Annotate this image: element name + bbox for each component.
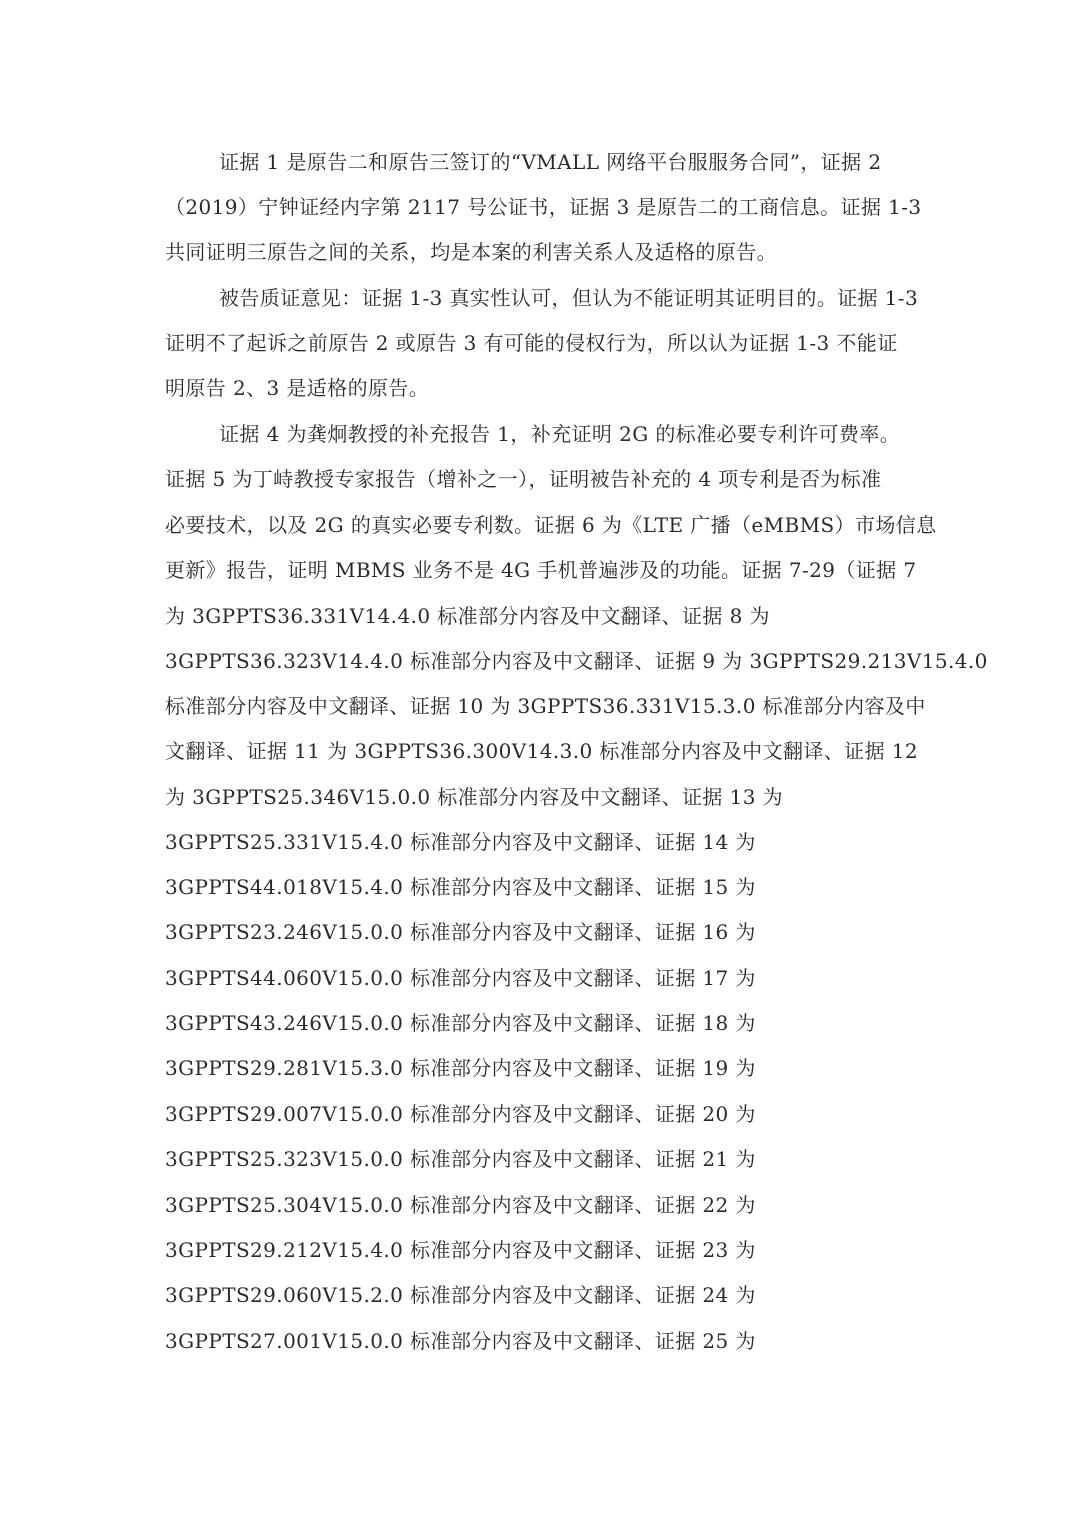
text-line: 证据 5 为丁峙教授专家报告（增补之一），证明被告补充的 4 项专利是否为标准 bbox=[165, 467, 882, 491]
text-line: 证据 1 是原告二和原告三签订的“VMALL 网络平台服服务合同”，证据 2 bbox=[219, 150, 882, 174]
text-line: 证明不了起诉之前原告 2 或原告 3 有可能的侵权行为，所以认为证据 1-3 不能证 bbox=[165, 331, 898, 355]
text-line: 3GPPTS23.246V15.0.0 标准部分内容及中文翻译、证据 16 为 bbox=[165, 920, 756, 944]
text-line: 3GPPTS43.246V15.0.0 标准部分内容及中文翻译、证据 18 为 bbox=[165, 1011, 756, 1035]
text-line: 必要技术，以及 2G 的真实必要专利数。证据 6 为《LTE 广播（eMBMS）市场信息 bbox=[165, 513, 937, 537]
text-line: 标准部分内容及中文翻译、证据 10 为 3GPPTS36.331V15.3.0 标准部分内容及中 bbox=[165, 694, 926, 718]
text-line: 证据 4 为龚炯教授的补充报告 1，补充证明 2G 的标准必要专利许可费率。 bbox=[219, 422, 901, 446]
text-line: 3GPPTS25.331V15.4.0 标准部分内容及中文翻译、证据 14 为 bbox=[165, 830, 756, 854]
text-line: 3GPPTS27.001V15.0.0 标准部分内容及中文翻译、证据 25 为 bbox=[165, 1329, 756, 1353]
text-line: 3GPPTS44.018V15.4.0 标准部分内容及中文翻译、证据 15 为 bbox=[165, 875, 756, 899]
text-line: 3GPPTS36.323V14.4.0 标准部分内容及中文翻译、证据 9 为 3GPPTS29.213V15.4.0 bbox=[165, 649, 988, 673]
text-line: 被告质证意见：证据 1-3 真实性认可，但认为不能证明其证明目的。证据 1-3 bbox=[219, 286, 919, 310]
text-line: 更新》报告，证明 MBMS 业务不是 4G 手机普遍涉及的功能。证据 7-29（证据 7 bbox=[165, 558, 917, 582]
text-line: 明原告 2、3 是适格的原告。 bbox=[165, 376, 430, 400]
text-line: 3GPPTS29.007V15.0.0 标准部分内容及中文翻译、证据 20 为 bbox=[165, 1102, 756, 1126]
text-line: 3GPPTS44.060V15.0.0 标准部分内容及中文翻译、证据 17 为 bbox=[165, 966, 756, 990]
text-line: 3GPPTS29.060V15.2.0 标准部分内容及中文翻译、证据 24 为 bbox=[165, 1283, 756, 1307]
text-line: 文翻译、证据 11 为 3GPPTS36.300V14.3.0 标准部分内容及中文翻译、证据 12 bbox=[165, 739, 918, 763]
text-line: 共同证明三原告之间的关系，均是本案的利害关系人及适格的原告。 bbox=[165, 240, 777, 264]
text-line: 为 3GPPTS36.331V14.4.0 标准部分内容及中文翻译、证据 8 为 bbox=[165, 604, 770, 628]
text-line: 3GPPTS29.212V15.4.0 标准部分内容及中文翻译、证据 23 为 bbox=[165, 1238, 756, 1262]
text-line: 3GPPTS25.304V15.0.0 标准部分内容及中文翻译、证据 22 为 bbox=[165, 1193, 756, 1217]
text-line: 3GPPTS29.281V15.3.0 标准部分内容及中文翻译、证据 19 为 bbox=[165, 1056, 756, 1080]
text-line: 为 3GPPTS25.346V15.0.0 标准部分内容及中文翻译、证据 13 为 bbox=[165, 785, 783, 809]
text-line: 3GPPTS25.323V15.0.0 标准部分内容及中文翻译、证据 21 为 bbox=[165, 1147, 756, 1171]
text-line: （2019）宁钟证经内字第 2117 号公证书，证据 3 是原告二的工商信息。证据 1-3 bbox=[165, 195, 922, 219]
